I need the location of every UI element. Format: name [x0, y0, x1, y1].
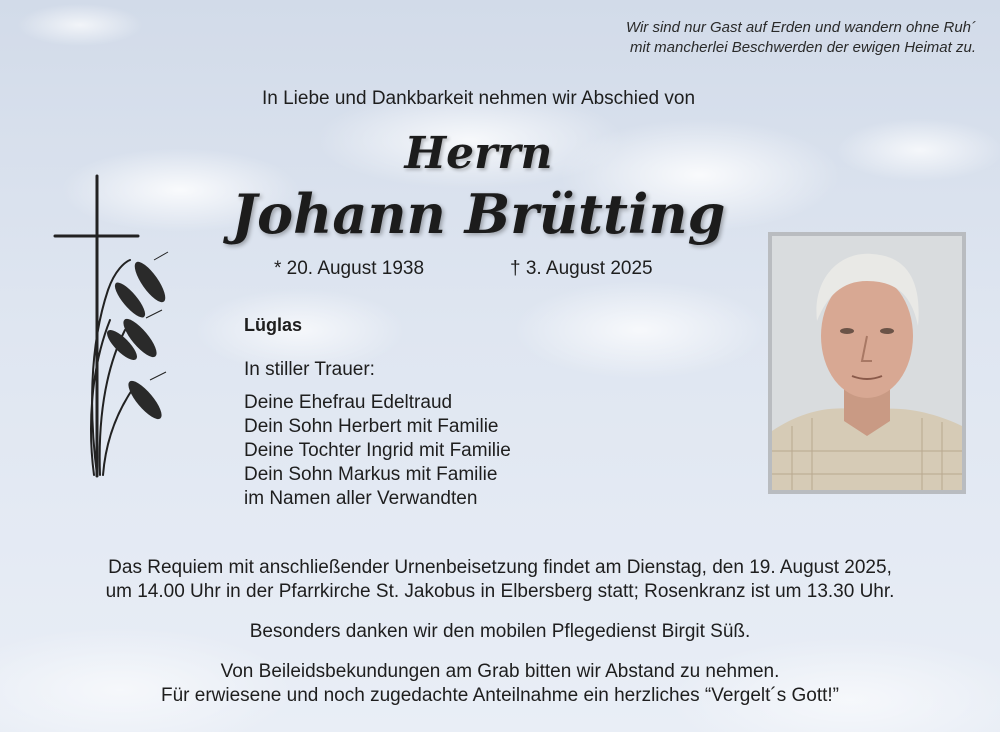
mourner-item: Dein Sohn Markus mit Familie [244, 464, 498, 485]
requiem-line-1: Das Requiem mit anschließender Urnenbeisetzung findet am Dienstag, den 19. August 2025, [108, 557, 892, 578]
cross-with-wheat-icon [50, 170, 170, 485]
deceased-name: Johann Brütting [231, 182, 726, 246]
mourner-item: Dein Sohn Herbert mit Familie [244, 416, 499, 437]
closing-line-2: Für erwiesene und noch zugedachte Anteilnahme ein herzliches “Vergelt´s Gott!” [160, 685, 840, 706]
portrait-photo [768, 232, 966, 494]
verse-line-2: mit mancherlei Beschwerden der ewigen Heimat zu. [630, 39, 976, 56]
mourners-block [244, 358, 511, 511]
salutation: Herrn [404, 128, 553, 179]
mourner-item: Deine Tochter Ingrid mit Familie [244, 440, 511, 461]
thanks-text: Besonders danken wir den mobilen Pflegedienst Birgit Süß. [249, 621, 751, 642]
birth-date: * 20. August 1938 [274, 258, 425, 279]
verse-line-1: Wir sind nur Gast auf Erden und wandern ohne Ruh´ [625, 19, 976, 36]
mourners-title: In stiller Trauer: [244, 359, 375, 380]
requiem-line-2: um 14.00 Uhr in der Pfarrkirche St. Jakobus in Elbersberg statt; Rosenkranz ist um 13.30 Uhr. [105, 581, 895, 602]
closing-line-1: Von Beileidsbekundungen am Grab bitten wir Abstand zu nehmen. [220, 661, 780, 682]
mourner-item: im Namen aller Verwandten [244, 488, 478, 509]
requiem-info [0, 556, 1000, 604]
intro-text: In Liebe und Dankbarkeit nehmen wir Abschied von [261, 88, 696, 109]
place-of-residence: Lüglas [244, 315, 303, 335]
life-dates [274, 258, 653, 280]
mourner-item: Deine Ehefrau Edeltraud [244, 392, 453, 413]
verse-quote [626, 18, 976, 58]
death-date: † 3. August 2025 [510, 258, 653, 279]
closing-text [0, 660, 1000, 708]
